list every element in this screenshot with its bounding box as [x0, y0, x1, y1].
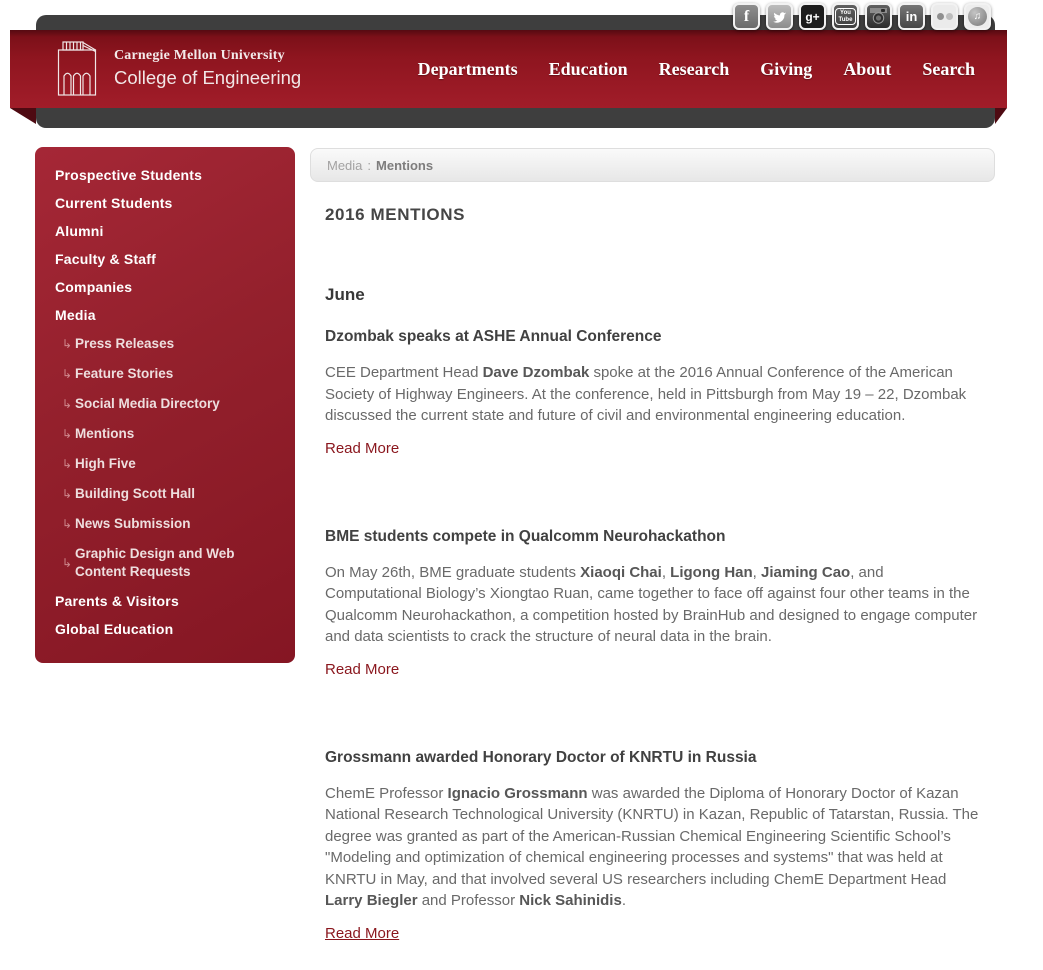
person-name: Nick Sahinidis: [519, 892, 622, 909]
hamerschlag-hall-icon: [55, 39, 99, 97]
text-segment: was awarded the Diploma of Honorary Doctor of Kazan National Research Technological University (KNRTU) in Kazan, Republic of Tatarstan, Russia. The degree was granted as part of the American-Russian Chemical Engineering Scientific School’s "Modeling and optimization of chemical engineering processes and systems" that was held at KNRTU in May, and that involved several US researchers including ChemE Department Head: [325, 784, 979, 888]
google-plus-glyph: g+: [805, 9, 820, 24]
text-segment: CEE Department Head: [325, 364, 483, 381]
person-name: Jiaming Cao: [761, 563, 851, 581]
text-segment: On May 26th, BME graduate students: [325, 563, 581, 581]
main-content: [310, 148, 995, 943]
youtube-icon[interactable]: [832, 3, 859, 30]
read-more-link[interactable]: Read More: [325, 660, 400, 678]
sub-arrow-icon: ↳: [62, 556, 73, 570]
google-plus-icon[interactable]: [799, 3, 826, 30]
nav-search[interactable]: Search: [922, 58, 975, 79]
read-more-link[interactable]: Read More: [325, 924, 400, 942]
nav-giving[interactable]: Giving: [760, 58, 813, 79]
sub-arrow-icon: ↳: [62, 337, 73, 351]
person-name: Larry Biegler: [325, 892, 418, 909]
text-segment: and Professor: [417, 892, 520, 909]
breadcrumb-current: Mentions: [376, 157, 434, 173]
nav-education[interactable]: Education: [548, 58, 628, 79]
flickr-dot-right: [946, 13, 953, 20]
text-segment: ,: [752, 563, 762, 581]
sub-arrow-icon: ↳: [62, 517, 73, 531]
logo-university-name: Carnegie Mellon University: [114, 47, 285, 63]
article-body: [325, 783, 983, 912]
ribbon-fold-left: [10, 108, 36, 124]
text-segment: ChemE Professor: [325, 784, 448, 802]
itunes-icon[interactable]: [964, 3, 991, 30]
sub-arrow-icon: ↳: [62, 367, 73, 381]
article-body: [325, 562, 983, 648]
instagram-icon[interactable]: [865, 3, 892, 30]
sidebar-item-parents-visitors[interactable]: Parents & Visitors: [55, 593, 179, 609]
sidebar-item-mentions[interactable]: ↳ Mentions: [62, 426, 135, 441]
sidebar-item-graphic-design-requests[interactable]: ↳ Graphic Design and Web Content Requests: [62, 546, 235, 579]
linkedin-icon[interactable]: [898, 3, 925, 30]
nav-about[interactable]: About: [843, 58, 892, 79]
person-name: Xiaoqi Chai: [580, 563, 662, 581]
logo-text: [114, 48, 301, 89]
flickr-icon[interactable]: [931, 3, 958, 30]
article-title: BME students compete in Qualcomm Neurohackathon: [325, 527, 726, 545]
sidebar-item-press-releases[interactable]: ↳ Press Releases: [62, 336, 175, 351]
itunes-note-glyph: ♫: [968, 7, 987, 26]
sidebar: [35, 147, 295, 663]
twitter-icon[interactable]: [766, 3, 793, 30]
text-segment: spoke at the 2016 Annual Conference of the American Society of Highway Engineers. At the conference, held in Pittsburgh from May 19 – 22, Dzombak discussed the current state and future of civil and environmental engineering education.: [325, 364, 967, 424]
text-segment: , and Computational Biology’s Xiongtao Ruan, came together to face off against four other teams in the Qualcomm Neurohackathon, a competition hosted by BrainHub and designed to engage computer and data scientists to crack the structure of neural data in the brain.: [325, 563, 978, 645]
sub-arrow-icon: ↳: [62, 427, 73, 441]
month-heading: June: [325, 285, 365, 304]
sidebar-item-alumni[interactable]: Alumni: [55, 223, 104, 239]
sub-arrow-icon: ↳: [62, 487, 73, 501]
person-name: Ligong Han: [670, 563, 753, 581]
sidebar-item-companies[interactable]: Companies: [55, 279, 133, 295]
sidebar-item-global-education[interactable]: Global Education: [55, 621, 174, 637]
breadcrumb-section[interactable]: Media: [327, 157, 363, 173]
read-more-link[interactable]: Read More: [325, 439, 400, 457]
sidebar-item-media[interactable]: Media: [55, 307, 96, 323]
person-name: Dave Dzombak: [482, 364, 590, 381]
article: [325, 749, 980, 943]
facebook-glyph: f: [743, 7, 750, 25]
sidebar-item-prospective-students[interactable]: Prospective Students: [55, 167, 203, 183]
sidebar-item-faculty-staff[interactable]: Faculty & Staff: [55, 251, 157, 267]
article-title: Grossmann awarded Honorary Doctor of KNRTU in Russia: [325, 748, 757, 766]
main-nav: [418, 30, 975, 108]
nav-research[interactable]: Research: [658, 58, 730, 79]
header-banner: [10, 30, 1007, 108]
article-title: Dzombak speaks at ASHE Annual Conference: [325, 328, 662, 345]
breadcrumb: [310, 148, 995, 182]
instagram-camera: [869, 7, 888, 26]
nav-departments[interactable]: Departments: [417, 58, 518, 79]
text-segment: .: [621, 892, 626, 909]
page-title: 2016 MENTIONS: [325, 205, 466, 224]
text-segment: ,: [661, 563, 671, 581]
article: [325, 328, 980, 458]
sub-arrow-icon: ↳: [62, 397, 73, 411]
youtube-label: You Tube: [835, 8, 857, 25]
logo-college-name: College of Engineering: [114, 66, 302, 88]
flickr-dot-left: [937, 13, 944, 20]
ribbon-fold-right: [995, 108, 1007, 124]
sidebar-item-building-scott-hall[interactable]: ↳ Building Scott Hall: [62, 486, 195, 501]
linkedin-glyph: in: [905, 9, 918, 24]
social-icon-row: [733, 3, 991, 30]
person-name: Ignacio Grossmann: [447, 784, 588, 802]
site-logo[interactable]: [55, 39, 301, 97]
sidebar-item-social-media-directory[interactable]: ↳ Social Media Directory: [62, 396, 220, 411]
sidebar-item-feature-stories[interactable]: ↳ Feature Stories: [62, 366, 174, 381]
breadcrumb-separator: :: [367, 157, 372, 173]
sidebar-item-current-students[interactable]: Current Students: [55, 195, 173, 211]
sidebar-item-high-five[interactable]: ↳ High Five: [62, 456, 136, 471]
sidebar-item-news-submission[interactable]: ↳ News Submission: [62, 516, 191, 531]
twitter-bird: [772, 11, 787, 23]
article: [325, 528, 980, 679]
facebook-icon[interactable]: [733, 3, 760, 30]
article-body: [325, 362, 983, 427]
sub-arrow-icon: ↳: [62, 457, 73, 471]
